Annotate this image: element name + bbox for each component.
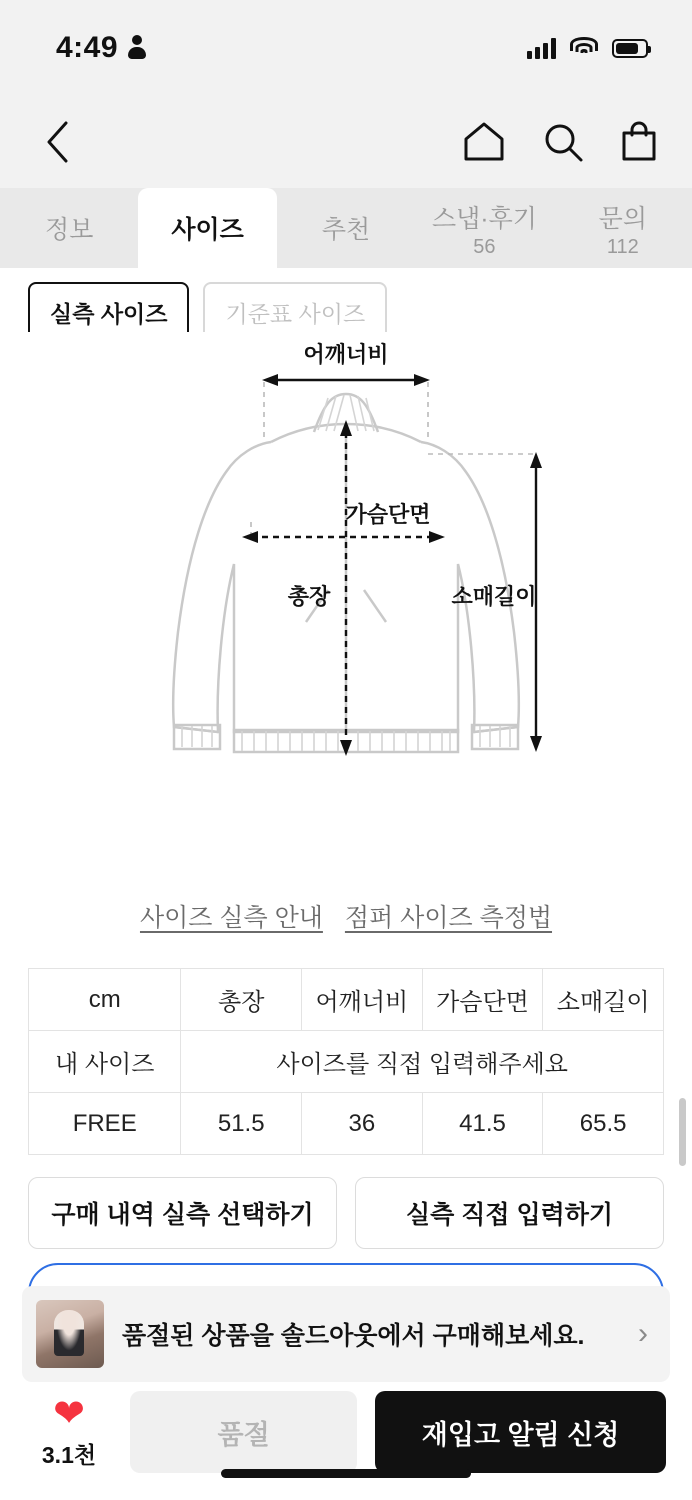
cell-chest: 41.5: [422, 1093, 543, 1155]
header-chest: 가슴단면: [422, 969, 543, 1031]
header-unit: cm: [29, 969, 181, 1031]
home-indicator[interactable]: [221, 1469, 471, 1478]
nav-actions: [462, 121, 658, 163]
tab-label: 사이즈: [171, 216, 244, 244]
shopping-bag-icon: [620, 121, 658, 163]
back-button[interactable]: [34, 119, 80, 165]
chevron-left-icon: [44, 120, 70, 164]
promo-banner[interactable]: [22, 1286, 670, 1382]
size-table: [28, 968, 664, 1155]
link-size-measure-guide[interactable]: 사이즈 실측 안내: [139, 904, 323, 932]
tab-inquiry[interactable]: [554, 188, 692, 268]
svg-text:어깨너비: 어깨너비: [303, 342, 389, 367]
header-shoulder: 어깨너비: [302, 969, 423, 1031]
battery-icon: [612, 39, 648, 58]
status-left: [56, 31, 146, 65]
select-from-orders-button[interactable]: 구매 내역 실측 선택하기: [28, 1177, 337, 1249]
size-guide-links: [0, 898, 692, 934]
restock-alert-button[interactable]: 재입고 알림 신청: [375, 1391, 666, 1473]
person-icon: [128, 35, 146, 61]
search-icon: [542, 121, 584, 163]
tab-label: 추천: [321, 216, 371, 244]
heart-icon: ❤: [53, 1392, 85, 1435]
tab-bar: [0, 188, 692, 268]
tab-snap-review[interactable]: [415, 188, 553, 268]
wifi-icon: [570, 37, 598, 59]
table-row: [29, 1093, 664, 1155]
tab-info[interactable]: [0, 188, 138, 268]
search-button[interactable]: [542, 121, 584, 163]
enter-manually-button[interactable]: 실측 직접 입력하기: [355, 1177, 664, 1249]
my-size-row[interactable]: [29, 1031, 664, 1093]
tab-label: 정보: [45, 216, 94, 244]
cell-shoulder: 36: [302, 1093, 423, 1155]
tab-recommend[interactable]: [277, 188, 415, 268]
bag-button[interactable]: [620, 121, 658, 163]
like-button[interactable]: [26, 1392, 112, 1470]
my-size-label: 내 사이즈: [29, 1031, 181, 1093]
signal-bars-icon: [527, 37, 556, 59]
size-mode-segment: [0, 268, 692, 332]
tab-count: 56: [473, 236, 496, 258]
bottom-action-bar: [0, 1382, 692, 1500]
status-right: [527, 37, 648, 59]
size-diagram: [0, 332, 692, 892]
cell-sleeve: 65.5: [543, 1093, 664, 1155]
my-size-input[interactable]: 사이즈를 직접 입력해주세요: [181, 1031, 664, 1093]
like-count: 3.1천: [41, 1441, 97, 1468]
status-time: 4:49: [56, 31, 119, 64]
row-label-free: FREE: [29, 1093, 181, 1155]
soldout-button: 품절: [130, 1391, 357, 1473]
home-icon: [462, 121, 506, 163]
link-jumper-measure-method[interactable]: 점퍼 사이즈 측정법: [344, 904, 553, 932]
tab-count: 112: [606, 236, 639, 258]
svg-text:총장: 총장: [287, 584, 331, 609]
status-bar: [0, 0, 692, 96]
header-sleeve: 소매길이: [543, 969, 664, 1031]
vertical-scrollbar[interactable]: [679, 1098, 686, 1166]
tab-size[interactable]: [138, 188, 276, 268]
nav-bar: [0, 96, 692, 188]
measure-action-row: [0, 1155, 692, 1249]
jacket-measure-illustration: [66, 332, 626, 852]
svg-text:소매길이: 소매길이: [451, 584, 537, 609]
home-button[interactable]: [462, 121, 506, 163]
segment-actual-size[interactable]: 실측 사이즈: [28, 282, 189, 332]
tab-label: 문의: [598, 205, 647, 233]
svg-text:가슴단면: 가슴단면: [345, 502, 431, 527]
promo-text: 품절된 상품을 솔드아웃에서 구매해보세요.: [122, 1322, 585, 1350]
tab-label: 스냅·후기: [431, 205, 537, 233]
product-thumbnail: [36, 1300, 104, 1368]
chevron-right-icon: ›: [638, 1317, 648, 1350]
cell-length: 51.5: [181, 1093, 302, 1155]
segment-standard-size[interactable]: 기준표 사이즈: [203, 282, 387, 332]
header-length: 총장: [181, 969, 302, 1031]
table-header-row: [29, 969, 664, 1031]
